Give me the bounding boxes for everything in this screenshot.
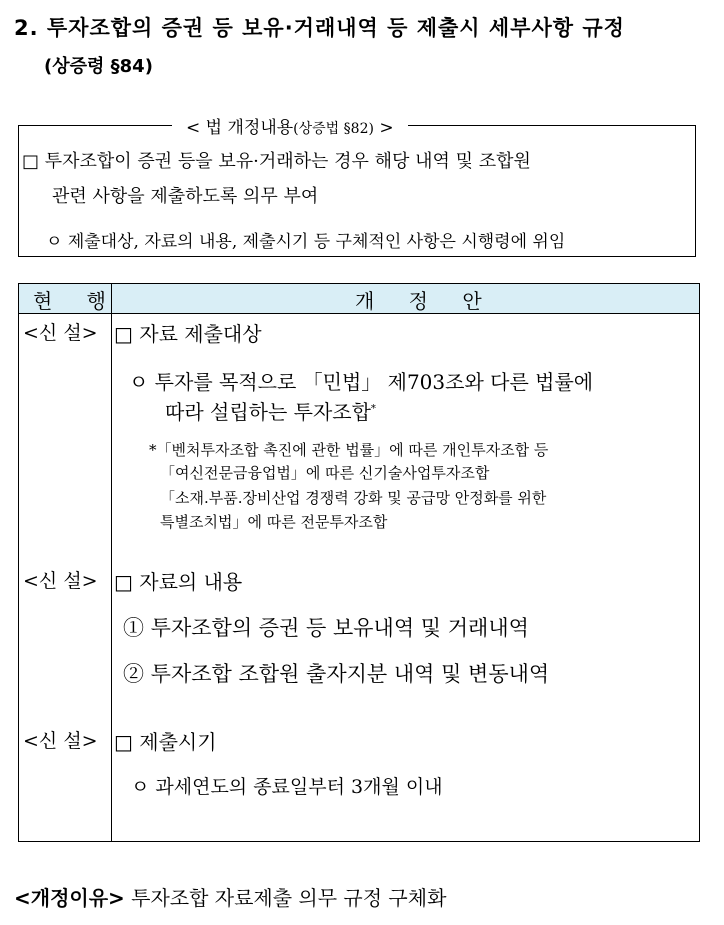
- summary-sub-line: ㅇ 제출대상, 자료의 내용, 제출시기 등 구체적인 사항은 시행령에 위임: [46, 232, 566, 252]
- header-proposal: 개 정 안: [355, 289, 496, 313]
- new-tag-3: <신 설>: [23, 730, 98, 752]
- column-divider: [111, 284, 112, 841]
- section1-title: □ 자료 제출대상: [114, 322, 262, 346]
- header-current: 현 행: [33, 289, 120, 313]
- summary-heading-end: >: [373, 118, 394, 138]
- section1-note-line1: *「벤처투자조합 촉진에 관한 법률」에 따른 개인투자조합 등: [149, 441, 549, 459]
- summary-bullet-line1: □ 투자조합이 증권 등을 보유·거래하는 경우 해당 내역 및 조합원: [22, 151, 531, 172]
- reason-text: 투자조합 자료제출 의무 규정 구체화: [131, 886, 447, 910]
- summary-bullet-line2: 관련 사항을 제출하도록 의무 부여: [52, 186, 319, 207]
- revision-reason: [14, 882, 446, 911]
- section2-title: □ 자료의 내용: [114, 570, 243, 594]
- section3-item1: ㅇ 과세연도의 종료일부터 3개월 이내: [131, 776, 443, 798]
- new-tag-2: <신 설>: [23, 570, 98, 592]
- section1-note-line2: 「여신전문금융업법」에 따른 신기술사업투자조합: [160, 464, 490, 482]
- reason-label: <개정이유>: [14, 886, 125, 910]
- section1-item-line1: ㅇ 투자를 목적으로 「민법」 제703조와 다른 법률에: [129, 370, 594, 394]
- section1-note-line4: 특별조치법」에 따른 전문투자조합: [160, 513, 388, 531]
- section3-title: □ 제출시기: [114, 730, 217, 754]
- section1-note-line3: 「소재.부품.장비산업 경쟁력 강화 및 공급망 안정화를 위한: [160, 489, 547, 507]
- page-title: 2. 투자조합의 증권 등 보유·거래내역 등 제출시 세부사항 규정: [14, 16, 625, 40]
- table-header-row: [19, 284, 699, 314]
- summary-heading-ref: (상증법 §82): [293, 121, 374, 137]
- summary-heading: [172, 113, 408, 138]
- section2-item1: ① 투자조합의 증권 등 보유내역 및 거래내역: [123, 616, 529, 640]
- section2-item2: ② 투자조합 조합원 출자지분 내역 및 변동내역: [123, 662, 550, 686]
- section1-note-marker: *: [370, 403, 376, 415]
- new-tag-1: <신 설>: [23, 322, 98, 344]
- section1-item-line2: 따라 설립하는 투자조합: [165, 400, 371, 424]
- summary-heading-main: < 법 개정내용: [186, 118, 294, 138]
- page-subtitle: (상증령 §84): [44, 56, 153, 77]
- section1-item-line2-wrap: [165, 396, 376, 425]
- comparison-table: [18, 283, 700, 842]
